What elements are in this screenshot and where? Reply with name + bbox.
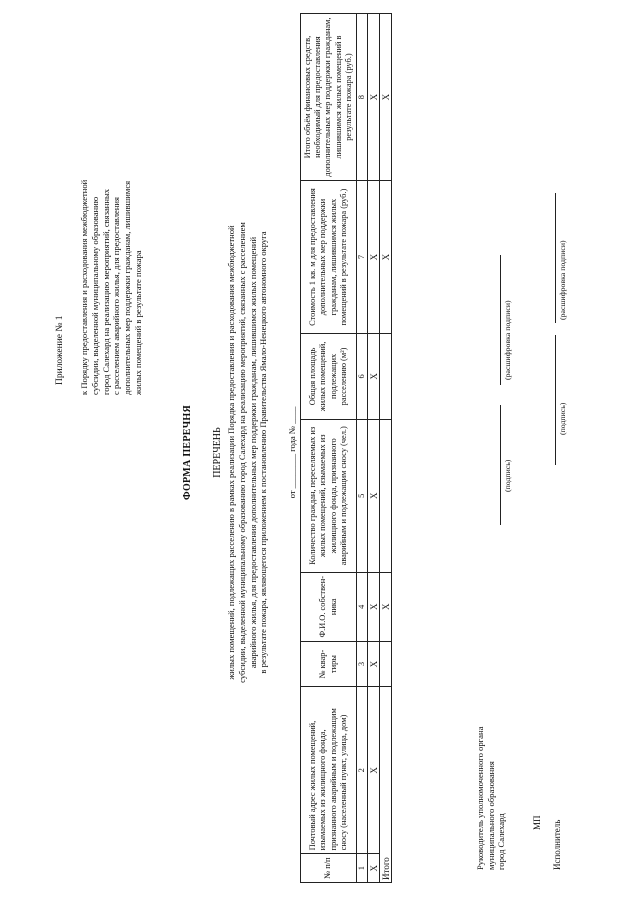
- header-cell: № квар-тиры: [301, 641, 357, 686]
- table-cell: X: [368, 333, 380, 419]
- list-description: [226, 100, 269, 805]
- head-of-authority-label: [475, 710, 507, 870]
- head-line: Руководитель уполномоченного органа: [475, 726, 485, 870]
- header-cell: Общая площадь жилых помещений, подлежащих расселению (м²): [301, 333, 357, 419]
- table-cell: X: [368, 641, 380, 686]
- total-label: Итого: [380, 687, 392, 883]
- annex-line: жилых помещений в результате пожара: [132, 250, 143, 395]
- signature-label: (подпись): [503, 459, 512, 492]
- table-cell: X: [368, 572, 380, 641]
- column-number: 5: [357, 419, 368, 572]
- list-table: [300, 13, 392, 883]
- header-cell: Количество граждан, переселяемых из жилых помещений, изымаемых из жилищного фонда, признанного аварийным и подлежащим сносу (чел.): [301, 419, 357, 572]
- column-number: 8: [357, 14, 368, 181]
- signature-line: [500, 405, 501, 525]
- table-cell: X: [368, 419, 380, 572]
- column-number: 2: [357, 687, 368, 854]
- table-row: [368, 14, 380, 883]
- head-line: муниципального образования: [485, 761, 496, 870]
- column-number: 4: [357, 572, 368, 641]
- annex-line: субсидии, выделенной муниципальному образованию: [89, 196, 100, 395]
- form-title: ФОРМА ПЕРЕЧНЯ: [182, 404, 193, 501]
- signature-label: (подпись): [558, 402, 567, 435]
- annex-title: Приложение № 1: [55, 315, 65, 385]
- list-line: субсидии, выделенной муниципальному образованию город Салехард на реализацию мероприятий, связанных с расселением: [236, 222, 247, 683]
- head-line: город Салехард: [496, 813, 507, 870]
- header-cell: № п/п: [301, 854, 357, 883]
- header-cell: Почтовый адрес жилых помещений, изымаемых из жилищного фонда, признанного аварийным и подлежащим сносу (населенный пункт, улица, дом): [301, 687, 357, 854]
- signature-line: [555, 335, 556, 465]
- header-cell: Ф.И.О. собствен-ника: [301, 572, 357, 641]
- table-cell: X: [368, 181, 380, 334]
- table-cell: [380, 419, 392, 572]
- header-cell: Итого объём финансовых средств, необходимый для предоставления дополнительных мер поддержки гражданам, лишившимся жилых помещений в результате пожара (руб.): [301, 14, 357, 181]
- column-number: 3: [357, 641, 368, 686]
- column-number: 7: [357, 181, 368, 334]
- annex-line: дополнительных мер поддержки гражданам, лишившимся: [122, 180, 133, 395]
- table-number-row: [357, 14, 368, 883]
- decoding-label: (расшифровка подписи): [558, 240, 567, 320]
- decoding-label: (расшифровка подписи): [503, 300, 512, 380]
- table-cell: X: [368, 854, 380, 883]
- table-cell: X: [380, 181, 392, 334]
- table-cell: X: [368, 687, 380, 854]
- list-date-line: от ________ года № ____: [287, 406, 297, 499]
- list-line: в результате пожара, являющегося приложением к постановлению Правительства Ямало-Ненецкого автономного округа: [258, 231, 269, 674]
- stamp-placeholder: МП: [532, 815, 542, 830]
- table-cell: X: [380, 14, 392, 181]
- decoding-line: [555, 193, 556, 323]
- column-number: 1: [357, 854, 368, 883]
- table-cell: X: [368, 14, 380, 181]
- table-total-row: [380, 14, 392, 883]
- header-cell: Стоимость 1 кв. м для предоставления дополнительных мер поддержки гражданам, лишившимся жилых помещений в результате пожара (руб.): [301, 181, 357, 334]
- list-title: ПЕРЕЧЕНЬ: [212, 427, 223, 478]
- decoding-line: [500, 255, 501, 385]
- annex-line: с расселением аварийного жилья, для предоставления: [111, 197, 122, 395]
- annex-line: город Салехард на реализацию мероприятий, связанных: [100, 188, 111, 395]
- table-cell: [380, 641, 392, 686]
- table-cell: [380, 333, 392, 419]
- annex-line: к Порядку предоставления и расходования межбюджетной: [79, 179, 89, 395]
- table-header-row: [301, 14, 357, 883]
- column-number: 6: [357, 333, 368, 419]
- executor-label: Исполнитель: [552, 819, 562, 870]
- list-line: жилых помещений, подлежащих расселению в рамках реализации Порядка предоставления и расходования межбюджетной: [226, 225, 236, 680]
- table-cell: X: [380, 572, 392, 641]
- list-line: аварийного жилья, для предоставления дополнительных мер поддержки гражданам, лишившимся жилых помещений: [247, 236, 258, 669]
- annex-text: [79, 85, 144, 395]
